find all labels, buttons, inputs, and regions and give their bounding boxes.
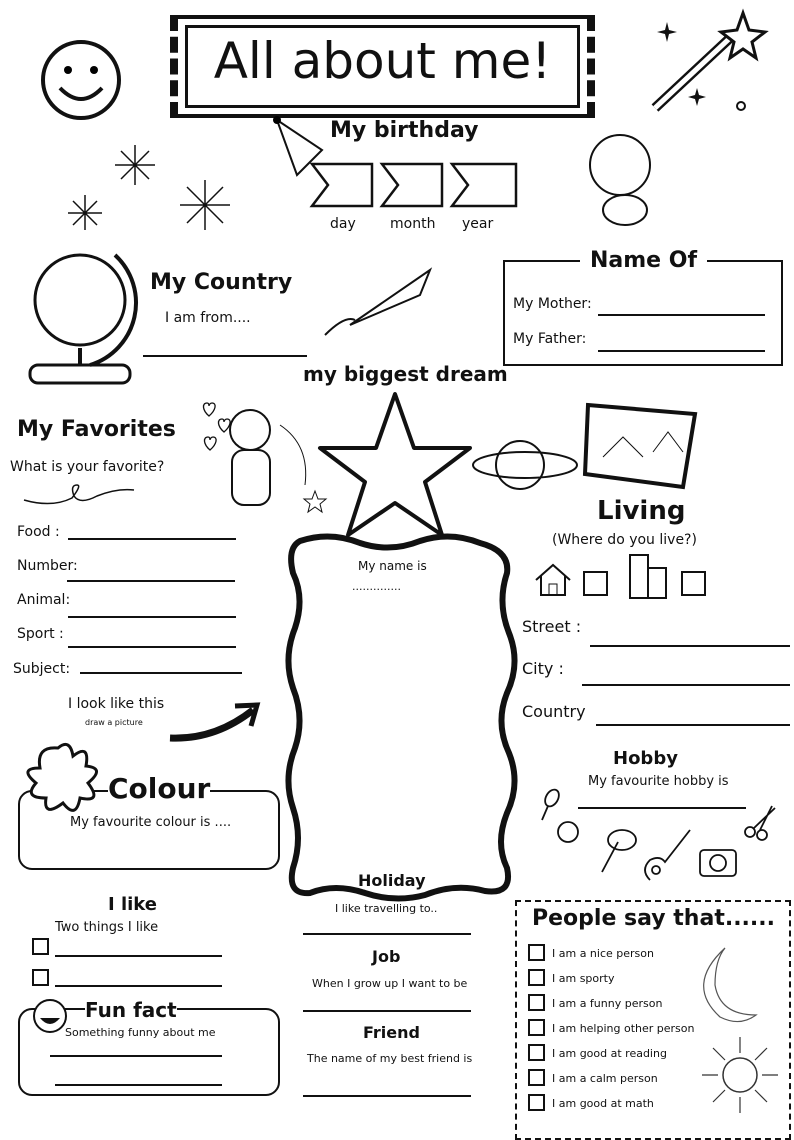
people-item: I am helping other person xyxy=(552,1022,695,1035)
job-input-line[interactable] xyxy=(303,1010,471,1012)
label-day: day xyxy=(330,216,356,232)
arrow-icon xyxy=(165,700,265,745)
animal-label: Animal: xyxy=(17,592,71,608)
subject-label: Subject: xyxy=(13,661,71,677)
sport-label: Sport : xyxy=(17,626,64,642)
ilike-prompt: Two things I like xyxy=(55,920,159,935)
people-checkbox[interactable] xyxy=(528,1044,545,1061)
dream-title: my biggest dream xyxy=(303,362,508,386)
ilike-input-line-2[interactable] xyxy=(55,985,222,987)
paint-splash-icon xyxy=(18,738,108,823)
funfact-title: Fun fact xyxy=(85,998,177,1022)
name-label: My name is xyxy=(358,559,427,573)
country-field-label: Country xyxy=(522,702,586,721)
friend-input-line[interactable] xyxy=(303,1095,471,1097)
friend-prompt: The name of my best friend is xyxy=(307,1052,473,1065)
people-item: I am a nice person xyxy=(552,947,654,960)
people-item: I am a funny person xyxy=(552,997,663,1010)
people-item: I am sporty xyxy=(552,972,615,985)
people-checkbox[interactable] xyxy=(528,944,545,961)
portrait-drawing-frame[interactable] xyxy=(285,533,525,903)
father-input-line[interactable] xyxy=(598,350,765,352)
holiday-input-line[interactable] xyxy=(303,933,471,935)
number-input-line[interactable] xyxy=(67,580,235,582)
people-item: I am good at math xyxy=(552,1097,654,1110)
mother-label: My Mother: xyxy=(513,296,592,312)
ilike-checkbox-2[interactable] xyxy=(32,969,49,986)
job-title: Job xyxy=(372,947,401,966)
subject-input-line[interactable] xyxy=(80,672,242,674)
look-subtitle: draw a picture xyxy=(85,718,143,727)
people-checkbox[interactable] xyxy=(528,994,545,1011)
funfact-prompt: Something funny about me xyxy=(65,1026,216,1039)
people-checkbox[interactable] xyxy=(528,1069,545,1086)
house-icon xyxy=(533,562,573,598)
name-of-title: Name Of xyxy=(580,248,707,273)
sport-input-line[interactable] xyxy=(68,646,236,648)
ilike-title: I like xyxy=(108,894,157,915)
building-checkbox[interactable] xyxy=(681,571,706,596)
living-subtitle: (Where do you live?) xyxy=(552,532,697,548)
people-checkbox[interactable] xyxy=(528,1094,545,1111)
ilike-input-line-1[interactable] xyxy=(55,955,222,957)
building-icon xyxy=(625,550,670,600)
people-item: I am good at reading xyxy=(552,1047,667,1060)
look-title: I look like this xyxy=(68,696,165,712)
birthday-title: My birthday xyxy=(330,118,479,143)
magic-wand-icon xyxy=(645,8,765,118)
living-title: Living xyxy=(597,496,686,526)
star-drawing-area[interactable] xyxy=(318,390,473,538)
country-title: My Country xyxy=(150,270,293,295)
people-checkbox[interactable] xyxy=(528,1019,545,1036)
heart-swirl-divider xyxy=(22,480,137,510)
food-input-line[interactable] xyxy=(68,538,236,540)
country-input-line[interactable] xyxy=(143,355,307,357)
street-input-line[interactable] xyxy=(590,645,790,647)
sun-icon xyxy=(700,1035,780,1115)
living-country-input-line[interactable] xyxy=(596,724,790,726)
ilike-checkbox-1[interactable] xyxy=(32,938,49,955)
house-checkbox[interactable] xyxy=(583,571,608,596)
people-item: I am a calm person xyxy=(552,1072,658,1085)
name-dots[interactable]: .............. xyxy=(352,580,401,593)
favorites-prompt: What is your favorite? xyxy=(10,459,165,475)
mother-input-line[interactable] xyxy=(598,314,765,316)
hearts-icon xyxy=(200,400,236,458)
city-input-line[interactable] xyxy=(582,684,790,686)
animal-input-line[interactable] xyxy=(68,616,236,618)
holiday-title: Holiday xyxy=(358,871,426,890)
holiday-prompt: I like travelling to.. xyxy=(335,902,438,915)
label-month: month xyxy=(390,216,436,232)
hobby-prompt: My favourite hobby is xyxy=(588,774,729,789)
hobby-title: Hobby xyxy=(613,748,678,769)
globe-icon xyxy=(20,240,145,388)
number-label: Number: xyxy=(17,558,78,574)
fireworks-icon xyxy=(60,135,260,245)
colour-prompt: My favourite colour is .... xyxy=(70,815,232,830)
food-label: Food : xyxy=(17,524,60,540)
planet-icon xyxy=(470,430,580,500)
cat-astronaut-icon xyxy=(585,130,665,240)
father-label: My Father: xyxy=(513,331,587,347)
street-label: Street : xyxy=(522,617,582,636)
city-label: City : xyxy=(522,659,564,678)
hobby-icons xyxy=(540,780,780,885)
moon-icon xyxy=(690,945,760,1025)
smiley-icon xyxy=(38,38,128,123)
house-landscape-picture xyxy=(583,402,698,490)
rocket-icon xyxy=(320,260,450,340)
funfact-input-line-2[interactable] xyxy=(55,1084,222,1086)
country-prompt: I am from.... xyxy=(165,310,251,326)
page-title: All about me! xyxy=(213,32,552,90)
people-checkbox[interactable] xyxy=(528,969,545,986)
birthday-input-boxes[interactable] xyxy=(310,162,522,208)
job-prompt: When I grow up I want to be xyxy=(312,977,468,990)
favorites-title: My Favorites xyxy=(17,417,176,442)
label-year: year xyxy=(462,216,494,232)
colour-title: Colour xyxy=(108,772,211,805)
astronaut-icon xyxy=(220,405,330,520)
funfact-input-line-1[interactable] xyxy=(50,1055,222,1057)
friend-title: Friend xyxy=(363,1023,420,1042)
people-title: People say that...... xyxy=(532,906,775,931)
